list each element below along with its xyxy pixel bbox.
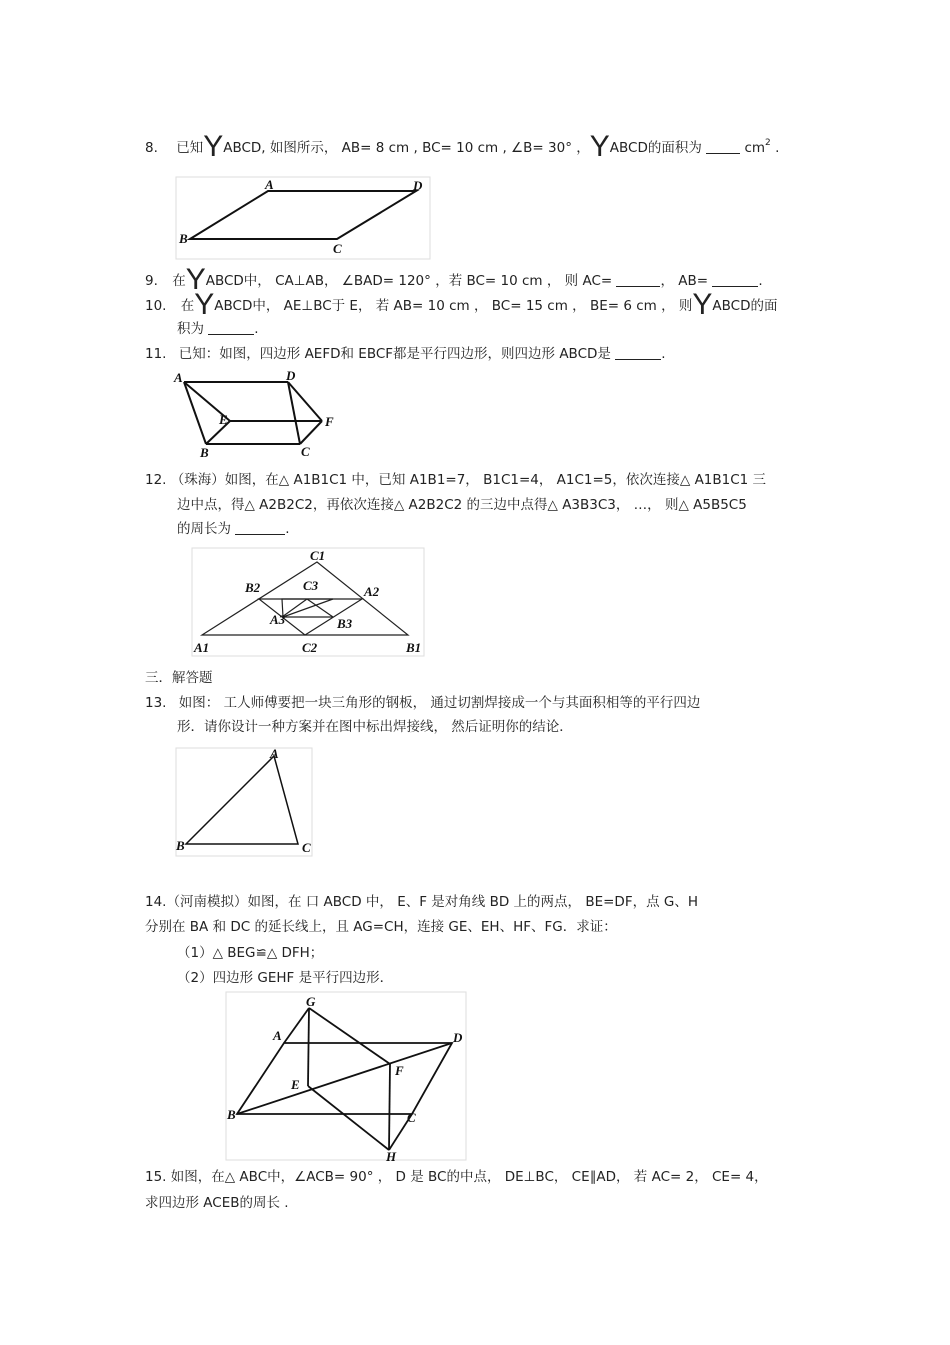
label-c3: C3 <box>303 578 319 593</box>
question-14-part-1: （1）△ BEG≌△ DFH； <box>177 945 324 961</box>
label-e: E <box>291 1077 300 1092</box>
question-13: 13. 如图： 工人师傅要把一块三角形的钢板， 通过切割焊接成一个与其面积相等的平行四边 <box>145 695 701 711</box>
answer-blank <box>615 347 661 360</box>
question-number: 9. <box>145 273 158 289</box>
label-b: B <box>176 838 185 853</box>
label-c: C <box>302 840 311 855</box>
question-15: 15. 如图，在△ ABC中，∠ACB= 90° ， D 是 BC的中点， DE⊥BC， CE∥AD， 若 AC= 2， CE= 4， <box>145 1169 768 1185</box>
question-12: 12. （珠海）如图，在△ A1B1C1 中，已知 A1B1=7， B1C1=4， A1C1=5，依次连接△ A1B1C1 三 <box>145 472 767 488</box>
label-d: D <box>413 178 423 193</box>
label-b: B <box>200 445 209 460</box>
question-14: 14.（河南模拟）如图，在 口 ABCD 中， E、F 是对角线 BD 上的两点， BE=DF，点 G、H <box>145 894 698 910</box>
figure-parallelogram-gehf <box>224 990 468 1162</box>
question-9: 9. 在YABCD中， CA⊥AB， ∠BAD= 120° ，若 BC= 10 cm ， 则 AC= ， AB= . <box>145 263 763 296</box>
parallelogram-symbol: Y <box>194 288 215 321</box>
question-14-line-2: 分别在 BA 和 DC 的延长线上，且 AG=CH，连接 GE、EH、HF、FG．求证： <box>145 919 617 935</box>
figure-parallelogram-abcd <box>175 175 431 260</box>
section-heading: 三．解答题 <box>145 670 213 686</box>
label-f: F <box>325 414 334 429</box>
label-a3: A3 <box>270 612 286 627</box>
label-b: B <box>179 231 188 246</box>
answer-blank <box>208 322 254 335</box>
label-c1: C1 <box>310 548 326 563</box>
question-12-line-3: 的周长为 . <box>177 521 290 537</box>
question-14-part-2: （2）四边形 GEHF 是平行四边形． <box>177 970 394 986</box>
question-8: 8. 已知YABCD, 如图所示， AB= 8 cm , BC= 10 cm , ∠B= 30° ，YABCD的面积为 $cm^2$ . <box>145 130 780 163</box>
question-15-line-2: 求四边形 ACEB的周长 . <box>145 1195 289 1211</box>
parallelogram-symbol: Y <box>203 130 224 163</box>
answer-blank <box>706 141 740 154</box>
label-c: C <box>333 241 342 256</box>
label-a1: A1 <box>194 640 210 655</box>
question-number: 10. <box>145 298 167 314</box>
parallelogram-symbol: Y <box>185 263 206 296</box>
label-c: C <box>301 444 310 459</box>
question-13-line-2: 形．请你设计一种方案并在图中标出焊接线， 然后证明你的结论． <box>177 719 573 735</box>
label-a2: A2 <box>364 584 380 599</box>
question-12-line-2: 边中点，得△ A2B2C2，再依次连接△ A2B2C2 的三边中点得△ A3B3C3， …， 则△ A5B5C5 <box>177 497 747 513</box>
label-h: H <box>386 1149 397 1162</box>
question-number: 8. <box>145 140 158 156</box>
label-b2: B2 <box>245 580 261 595</box>
parallelogram-symbol: Y <box>692 288 713 321</box>
label-f: F <box>395 1063 404 1078</box>
figure-triangle-steel-plate <box>174 746 314 858</box>
label-a: A <box>174 370 183 385</box>
label-a: A <box>265 177 274 192</box>
question-11: 11. 已知：如图，四边形 AEFD和 EBCF都是平行四边形，则四边形 ABCD是 . <box>145 346 666 362</box>
answer-blank <box>616 274 660 287</box>
figure-nested-triangles <box>190 546 426 658</box>
label-a: A <box>270 746 279 761</box>
label-g: G <box>306 994 316 1009</box>
label-b: B <box>227 1107 236 1122</box>
label-b1: B1 <box>406 640 422 655</box>
label-d: D <box>286 368 296 383</box>
question-number: 13. <box>145 695 167 711</box>
label-e: E <box>219 412 228 427</box>
label-a: A <box>273 1028 282 1043</box>
answer-blank <box>712 274 758 287</box>
label-c2: C2 <box>302 640 318 655</box>
label-c: C <box>407 1110 416 1125</box>
question-number: 11. <box>145 346 167 362</box>
figure-two-parallelograms <box>170 368 340 460</box>
label-b3: B3 <box>337 616 353 631</box>
answer-blank <box>235 522 285 535</box>
question-10: 10. 在YABCD中， AE⊥BC于 E， 若 AB= 10 cm ， BC= 15 cm ， BE= 6 cm ， 则YABCD的面 <box>145 288 778 321</box>
question-number: 12. <box>145 472 167 488</box>
label-d: D <box>453 1030 463 1045</box>
parallelogram-symbol: Y <box>589 130 610 163</box>
question-10-line-2: 积为 . <box>177 321 259 337</box>
